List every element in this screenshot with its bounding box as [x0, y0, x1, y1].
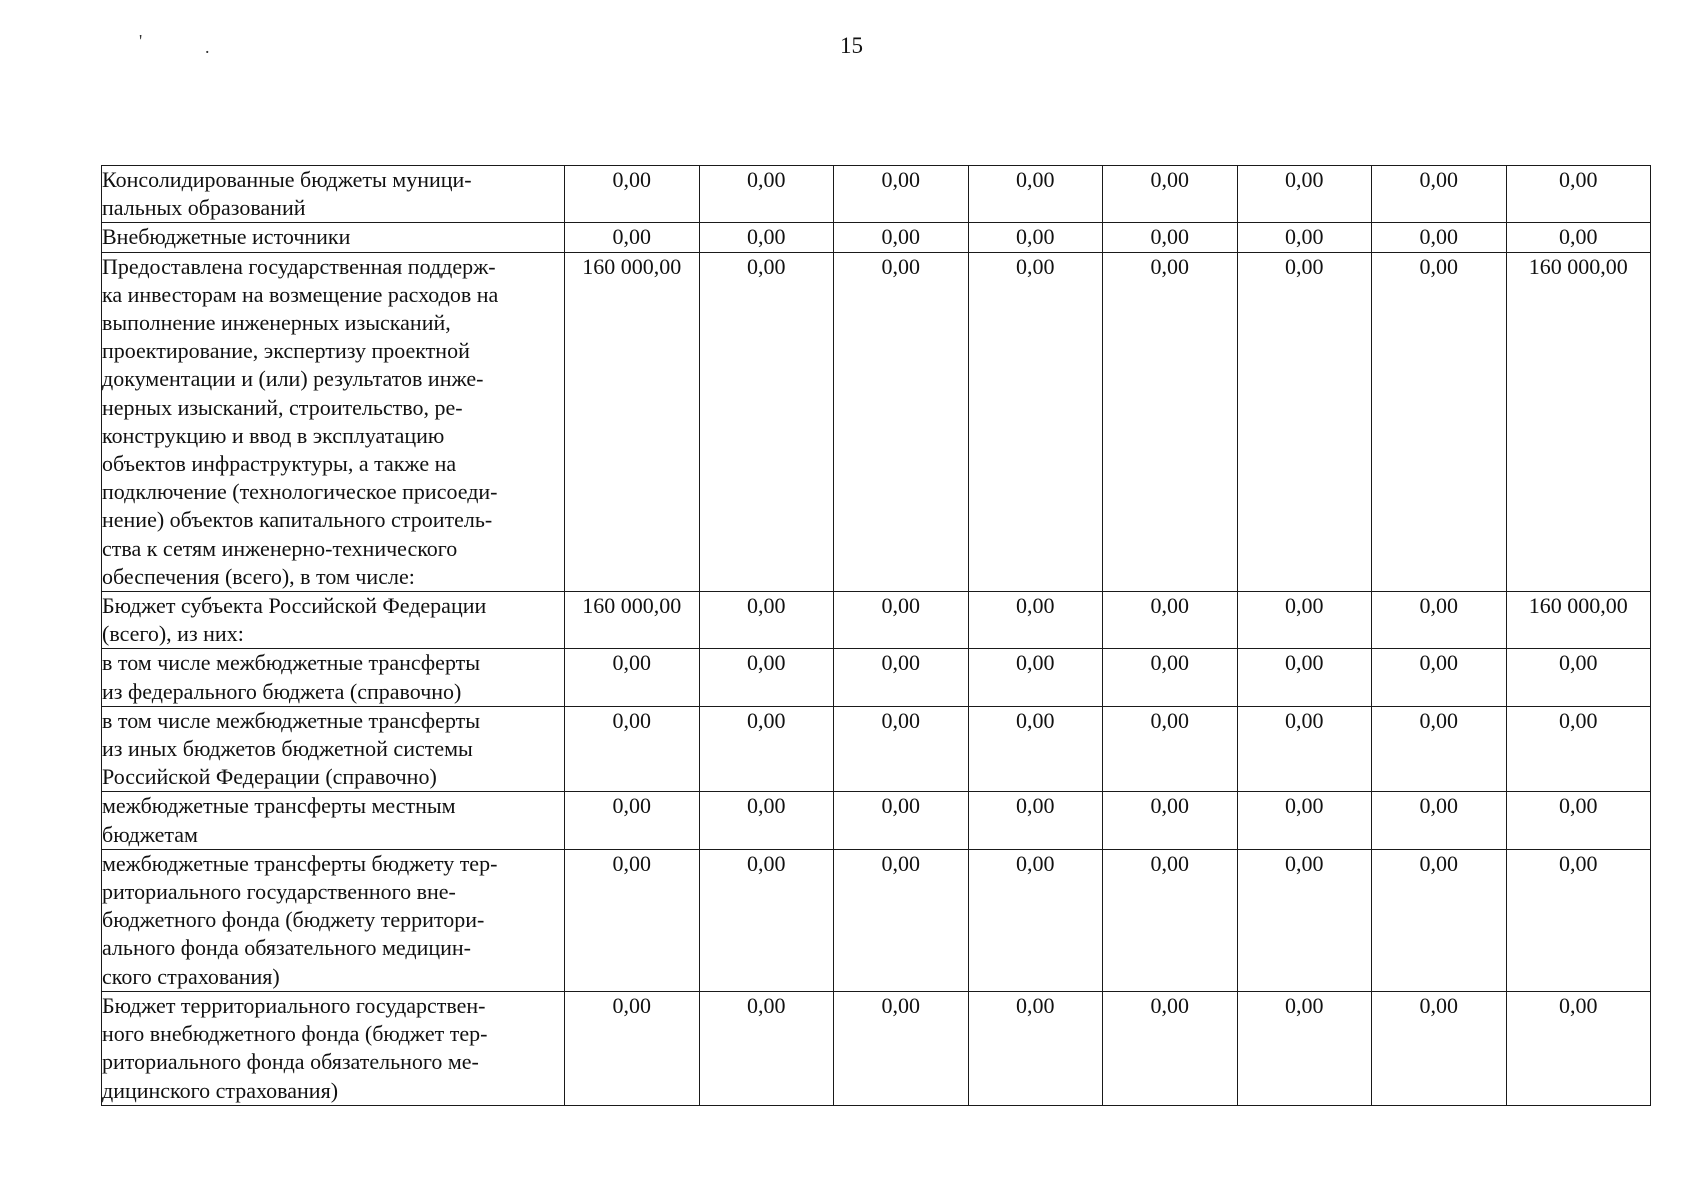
value-cell: 0,00 [699, 849, 834, 991]
value-cell: 0,00 [1372, 706, 1507, 792]
value-cell: 0,00 [1372, 592, 1507, 649]
value-cell: 0,00 [565, 223, 700, 252]
value-cell: 0,00 [1506, 706, 1651, 792]
value-cell: 160 000,00 [565, 252, 700, 591]
row-label-line: ного внебюджетного фонда (бюджет тер- [102, 1021, 488, 1047]
row-label-line: межбюджетные трансферты бюджету тер- [102, 850, 498, 876]
value-cell: 0,00 [565, 166, 700, 223]
value-cell: 0,00 [699, 592, 834, 649]
value-cell: 0,00 [1372, 166, 1507, 223]
row-label-line: подключение (технологическое присоеди- [102, 479, 498, 505]
row-label-line: пальных образований [102, 195, 306, 221]
row-label-line: дицинского страхования) [102, 1077, 339, 1103]
row-label-line: Внебюджетные источники [102, 224, 351, 250]
row-label-line: Российской Федерации (справочно) [102, 764, 437, 790]
value-cell: 0,00 [1237, 252, 1372, 591]
table-row [102, 849, 1651, 991]
value-cell: 0,00 [834, 252, 969, 591]
value-cell: 0,00 [699, 792, 834, 849]
row-label-line: риториального фонда обязательного ме- [102, 1049, 479, 1075]
value-cell: 0,00 [1506, 849, 1651, 991]
value-cell: 0,00 [1372, 792, 1507, 849]
row-label-cell [102, 166, 565, 223]
value-cell: 0,00 [968, 706, 1103, 792]
value-cell: 0,00 [565, 991, 700, 1105]
value-cell: 0,00 [1237, 991, 1372, 1105]
table-body [102, 166, 1651, 1106]
value-cell: 0,00 [1237, 223, 1372, 252]
value-cell: 0,00 [1372, 849, 1507, 991]
row-label-cell [102, 223, 565, 252]
value-cell: 0,00 [834, 223, 969, 252]
value-cell: 0,00 [1103, 706, 1238, 792]
value-cell: 0,00 [834, 592, 969, 649]
value-cell: 0,00 [968, 792, 1103, 849]
value-cell: 160 000,00 [1506, 592, 1651, 649]
value-cell: 0,00 [968, 991, 1103, 1105]
value-cell: 0,00 [968, 252, 1103, 591]
value-cell: 0,00 [1237, 706, 1372, 792]
row-label-line: документации и (или) результатов инже- [102, 366, 484, 392]
row-label-cell [102, 706, 565, 792]
row-label-line: межбюджетные трансферты местным [102, 793, 456, 819]
value-cell: 0,00 [1372, 649, 1507, 706]
row-label-line: из федерального бюджета (справочно) [102, 678, 462, 704]
row-label-line: в том числе межбюджетные трансферты [102, 707, 481, 733]
row-label-line: выполнение инженерных изысканий, [102, 310, 451, 336]
row-label-line: Бюджет территориального государствен- [102, 992, 486, 1018]
value-cell: 0,00 [1103, 991, 1238, 1105]
row-label-line: бюджетного фонда (бюджету территори- [102, 907, 485, 933]
row-label-line: нерных изысканий, строительство, ре- [102, 394, 463, 420]
value-cell: 0,00 [834, 792, 969, 849]
value-cell: 0,00 [1506, 223, 1651, 252]
scan-mark: . [205, 37, 210, 57]
row-label-line: Предоставлена государственная поддерж- [102, 253, 496, 279]
value-cell: 0,00 [699, 166, 834, 223]
value-cell: 160 000,00 [1506, 252, 1651, 591]
table-row [102, 166, 1651, 223]
table-row [102, 706, 1651, 792]
row-label-line: (всего), из них: [102, 621, 244, 647]
value-cell: 0,00 [968, 166, 1103, 223]
value-cell: 0,00 [1237, 792, 1372, 849]
value-cell: 0,00 [1237, 166, 1372, 223]
row-label-line: ства к сетям инженерно-технического [102, 535, 458, 561]
value-cell: 0,00 [834, 706, 969, 792]
row-label-cell [102, 649, 565, 706]
row-label-line: конструкцию и ввод в эксплуатацию [102, 422, 445, 448]
value-cell: 160 000,00 [565, 592, 700, 649]
table-row [102, 792, 1651, 849]
value-cell: 0,00 [1103, 792, 1238, 849]
row-label-line: в том числе межбюджетные трансферты [102, 650, 481, 676]
row-label-cell [102, 592, 565, 649]
value-cell: 0,00 [1506, 649, 1651, 706]
value-cell: 0,00 [968, 649, 1103, 706]
value-cell: 0,00 [699, 649, 834, 706]
row-label-line: проектирование, экспертизу проектной [102, 338, 470, 364]
table-row [102, 592, 1651, 649]
value-cell: 0,00 [565, 849, 700, 991]
row-label-line: риториального государственного вне- [102, 879, 456, 905]
value-cell: 0,00 [1372, 223, 1507, 252]
value-cell: 0,00 [565, 649, 700, 706]
row-label-line: объектов инфраструктуры, а также на [102, 451, 457, 477]
table-row [102, 991, 1651, 1105]
value-cell: 0,00 [1103, 849, 1238, 991]
value-cell: 0,00 [1237, 849, 1372, 991]
value-cell: 0,00 [834, 849, 969, 991]
value-cell: 0,00 [1506, 991, 1651, 1105]
value-cell: 0,00 [1103, 223, 1238, 252]
value-cell: 0,00 [1103, 592, 1238, 649]
row-label-cell [102, 252, 565, 591]
budget-table [101, 165, 1651, 1106]
row-label-line: нение) объектов капитального строитель- [102, 507, 493, 533]
row-label-line: Бюджет субъекта Российской Федерации [102, 593, 487, 619]
value-cell: 0,00 [699, 223, 834, 252]
value-cell: 0,00 [1237, 592, 1372, 649]
value-cell: 0,00 [968, 223, 1103, 252]
scan-mark: ' [139, 31, 143, 51]
value-cell: 0,00 [565, 706, 700, 792]
value-cell: 0,00 [1372, 252, 1507, 591]
row-label-line: ального фонда обязательного медицин- [102, 935, 472, 961]
row-label-line: ка инвесторам на возмещение расходов на [102, 281, 499, 307]
value-cell: 0,00 [968, 592, 1103, 649]
value-cell: 0,00 [699, 252, 834, 591]
table-row [102, 223, 1651, 252]
row-label-line: Консолидированные бюджеты муници- [102, 167, 472, 192]
row-label-line: ского страхования) [102, 963, 280, 989]
value-cell: 0,00 [968, 849, 1103, 991]
row-label-line: обеспечения (всего), в том числе: [102, 563, 415, 589]
table-row [102, 649, 1651, 706]
value-cell: 0,00 [834, 166, 969, 223]
row-label-line: из иных бюджетов бюджетной системы [102, 736, 473, 762]
row-label-cell [102, 792, 565, 849]
value-cell: 0,00 [1237, 649, 1372, 706]
value-cell: 0,00 [1372, 991, 1507, 1105]
table-row [102, 252, 1651, 591]
value-cell: 0,00 [834, 991, 969, 1105]
value-cell: 0,00 [1506, 166, 1651, 223]
value-cell: 0,00 [699, 991, 834, 1105]
value-cell: 0,00 [699, 706, 834, 792]
page-number: 15 [840, 33, 863, 58]
value-cell: 0,00 [834, 649, 969, 706]
row-label-cell [102, 991, 565, 1105]
value-cell: 0,00 [1103, 252, 1238, 591]
row-label-cell [102, 849, 565, 991]
row-label-line: бюджетам [102, 821, 198, 847]
value-cell: 0,00 [1506, 792, 1651, 849]
value-cell: 0,00 [565, 792, 700, 849]
value-cell: 0,00 [1103, 649, 1238, 706]
value-cell: 0,00 [1103, 166, 1238, 223]
